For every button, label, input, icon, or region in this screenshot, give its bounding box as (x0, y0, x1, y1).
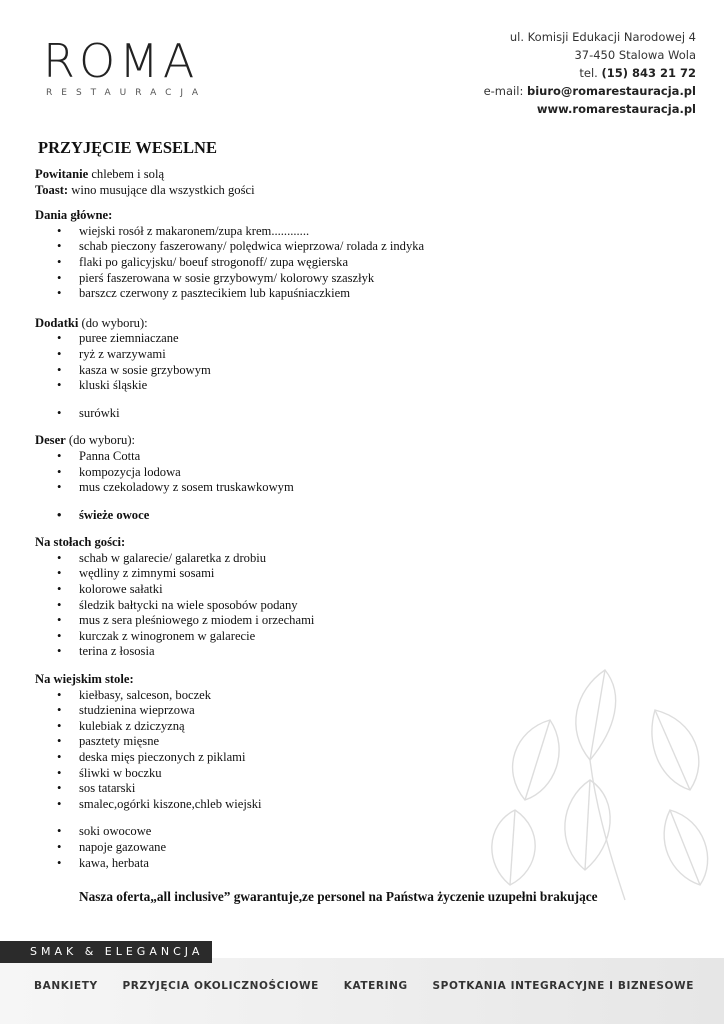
list-item: • soki owocowe (57, 824, 675, 840)
dessert-label: Deser (35, 433, 66, 448)
email-link[interactable]: biuro@romarestauracja.pl (526, 84, 696, 98)
list-item: • kulebiak z dziczyzną (57, 719, 675, 735)
list-item: • kiełbasy, salceson, boczek (57, 688, 675, 704)
phone-label: tel. (579, 66, 598, 80)
offer-note: Nasza oferta„all inclusive” gwarantuje,ze personel na Państwa życzenie uzupełni brakujące (79, 889, 598, 905)
welcome-line (35, 167, 675, 183)
list-item: • kawa, herbata (57, 856, 675, 872)
website-link[interactable]: www.romarestauracja.pl (536, 102, 696, 116)
drinks-list (35, 824, 675, 871)
list-item: • sos tatarski (57, 781, 675, 797)
phone-line (484, 64, 696, 82)
list-item: • kompozycja lodowa (57, 465, 675, 481)
list-item: • kolorowe sałatki (57, 582, 675, 598)
list-item: • kasza w sosie grzybowym (57, 363, 675, 379)
menu-content (35, 138, 675, 905)
logo-wordmark: ROMA (43, 34, 199, 88)
list-item: • kluski śląskie (57, 378, 675, 394)
welcome-text: chlebem i solą (88, 167, 165, 181)
dessert-note: (do wyboru): (65, 433, 136, 448)
address-line2: 37-450 Stalowa Wola (574, 48, 696, 62)
logo-subtitle: RESTAURACJA (46, 88, 208, 98)
list-item: • wędliny z zimnymi sosami (57, 566, 675, 582)
dessert-extra-list (35, 508, 675, 524)
email-label: e-mail: (483, 84, 524, 98)
slogan-text: SMAK & ELEGANCJA (30, 945, 204, 958)
list-item: • studzienina wieprzowa (57, 703, 675, 719)
list-item: • śledzik bałtycki na wiele sposobów podany (57, 598, 675, 614)
list-item: • kurczak z winogronem w galarecie (57, 629, 675, 645)
footer-nav (34, 980, 694, 992)
sides-label: Dodatki (35, 315, 79, 330)
list-item: • terina z łososia (57, 644, 675, 660)
tables-list (35, 551, 675, 660)
main-dishes-list (35, 224, 675, 302)
address-line1: ul. Komisji Edukacji Narodowej 4 (509, 30, 696, 44)
page-title: PRZYJĘCIE WESELNE (38, 138, 217, 157)
list-item: • wiejski rosół z makaronem/zupa krem............ (57, 224, 675, 240)
slogan-banner (0, 941, 212, 963)
sides-note: (do wyboru): (78, 315, 148, 330)
footer-link-business[interactable]: SPOTKANIA INTEGRACYJNE I BIZNESOWE (432, 980, 694, 992)
list-item: • ryż z warzywami (57, 347, 675, 363)
contact-block (484, 28, 696, 118)
list-item: • schab w galarecie/ galaretka z drobiu (57, 551, 675, 567)
toast-label: Toast: (35, 182, 69, 197)
restaurant-logo (40, 36, 220, 106)
rustic-list (35, 688, 675, 813)
footer-link-banquets[interactable]: BANKIETY (34, 980, 98, 992)
footer-link-catering[interactable]: KATERING (343, 980, 408, 992)
dessert-heading (35, 433, 675, 449)
phone-number: (15) 843 21 72 (601, 66, 696, 80)
list-item: • smalec,ogórki kiszone,chleb wiejski (57, 797, 675, 813)
list-item: • mus czekoladowy z sosem truskawkowym (57, 480, 675, 496)
main-dishes-heading: Dania główne: (35, 208, 113, 223)
sides-list (35, 331, 675, 393)
tables-heading: Na stołach gości: (35, 535, 126, 550)
list-item: • barszcz czerwony z pasztecikiem lub kapuśniaczkiem (57, 286, 675, 302)
toast-line (35, 183, 675, 199)
list-item: • świeże owoce (57, 508, 675, 524)
dessert-list (35, 449, 675, 496)
list-item: • pierś faszerowana w sosie grzybowym/ kolorowy szaszłyk (57, 271, 675, 287)
list-item: • pasztety mięsne (57, 734, 675, 750)
footer-link-occasions[interactable]: PRZYJĘCIA OKOLICZNOŚCIOWE (122, 980, 319, 992)
toast-text: wino musujące dla wszystkich gości (68, 182, 255, 197)
rustic-heading: Na wiejskim stole: (35, 672, 134, 687)
sides-heading (35, 316, 675, 332)
list-item: • puree ziemniaczane (57, 331, 675, 347)
list-item: • mus z sera pleśniowego z miodem i orzechami (57, 613, 675, 629)
sides-extra-list (35, 406, 675, 422)
email-line (484, 82, 696, 100)
list-item: • deska mięs pieczonych z piklami (57, 750, 675, 766)
welcome-label: Powitanie (35, 167, 89, 181)
list-item: • Panna Cotta (57, 449, 675, 465)
list-item: • śliwki w boczku (57, 766, 675, 782)
list-item: • flaki po galicyjsku/ boeuf strogonoff/ zupa węgierska (57, 255, 675, 271)
list-item: • napoje gazowane (57, 840, 675, 856)
list-item: • schab pieczony faszerowany/ polędwica wieprzowa/ rolada z indyka (57, 239, 675, 255)
list-item: • surówki (57, 406, 675, 422)
